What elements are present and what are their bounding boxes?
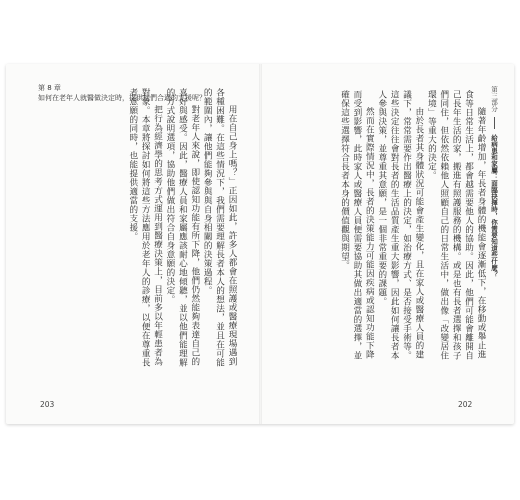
paragraph: 然而在實際情況中，長者的決策能力可能因疾病或認知功能下降而受到影響，此時家人或醫療人員便需要協助其做出適當的選擇，並確保這些選擇符合長者本身的價值觀與期望。 — [339, 90, 375, 360]
book-gutter — [259, 64, 262, 424]
left-page-text — [26, 88, 238, 370]
paragraph: 隨著年齡增加，年長者身體的機能會逐漸低下，在移動或舉止進食等日常生活上，都會越需要他人的協助。因此，他們可能會離開自己長年生活的家，搬進有照護服務的機構。或是也有長者選擇和孩子們同住，但依然依賴他人照顧自己的日常生活中，做出像「改變居住環境」等重大的決定。 — [426, 90, 486, 360]
part-label: 第三部分 — [490, 86, 498, 112]
paragraph: 把行為經濟學的思考方式運用到醫療決策上，目前多以年輕患者為對象。本章將探討如何將這些方法應用於老年人的診療，以便在尊重長者意願的同時，也能提供適當的支援。 — [127, 88, 163, 367]
paragraph: 對老年人來說，即使認知功能有所下降，他們仍然能夠表達自己的喜好與感受。因此，醫療人員和家屬應該耐心地傾聽，並以他們能理解的方式說明選項，協助他們做出符合自身意願的決定。 — [164, 88, 200, 367]
paragraph: 用在自己身上嗎？」正因如此，許多人都會在照護或醫療現場遇到各種困難。在這些情況下，我們需要理解長者本人的想法，並且在可能的範圍內，讓他們能夠參與與自身相關的決策過程。 — [202, 88, 237, 367]
chapter-label: 第 8 章 — [38, 84, 61, 92]
page-number-left: 203 — [40, 400, 55, 409]
section-question: 如何在老年人就醫做決定時，提供他們合適的支援呢？ — [38, 94, 206, 102]
paragraph: 由於長者其身體狀況可能會產生變化，且在家人或醫療人員的建議下，常常需要作出醫療上的決定，如治療方式、是否接受手術等。這些決定往往會對長者的生活品質產生重大影響，因此如何讓長者本人參與決策，並尊重其意願，是一個非常重要的課題。 — [376, 90, 424, 360]
page-number-right: 202 — [458, 400, 473, 409]
right-page-text — [272, 90, 487, 360]
header-divider — [494, 117, 495, 129]
running-title: 給病患和家屬：面臨抉擇時，你需要知道些什麼？ — [490, 134, 498, 278]
